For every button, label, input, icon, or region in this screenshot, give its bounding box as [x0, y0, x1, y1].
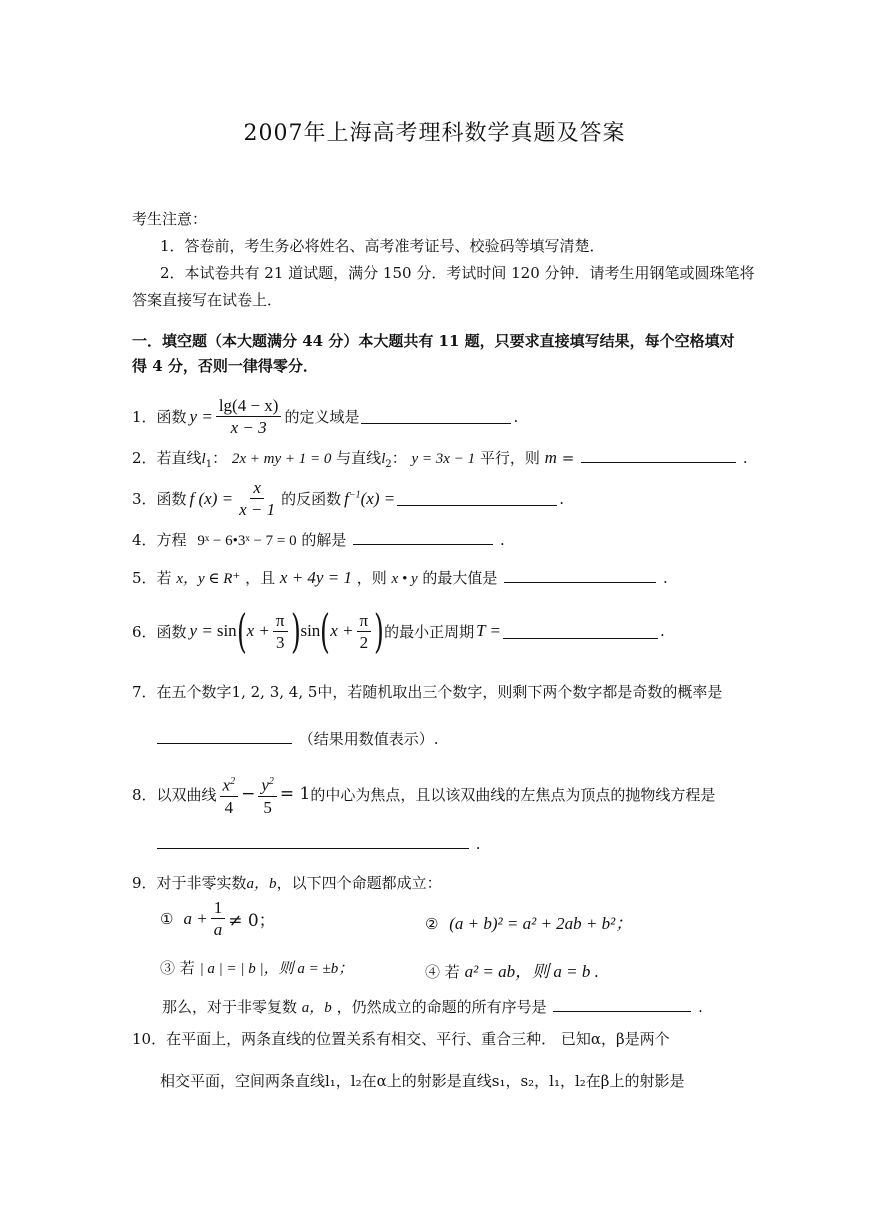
notice-item-1: 1．答卷前，考生务必将姓名、高考准考证号、校验码等填写清楚． — [160, 237, 605, 255]
section-heading-line1: 一．填空题（本大题满分 44 分）本大题共有 11 题，只要求直接填写结果，每个空格填对 — [132, 332, 735, 350]
answer-blank-9[interactable] — [553, 997, 691, 1012]
answer-blank-1[interactable] — [361, 409, 511, 424]
question-8: 8．以双曲线 $\frac{x^2}{4}$ − $\frac{y^2}{5}$ = 1 的中心为焦点，且以该双曲线的左焦点为顶点的抛物线方程是 — [132, 772, 715, 817]
answer-blank-8[interactable] — [157, 834, 469, 849]
q6-fraction-2: $\frac{\pi}{2}$ — [357, 611, 372, 652]
question-3: 3．函数 f (x) = $\frac{x}{x - 1}$ 的反函数 $f^{-1}(x)$ = . — [132, 478, 565, 519]
question-10-line1: 10．在平面上，两条直线的位置关系有相交、平行、重合三种． 已知α，β是两个 — [132, 1030, 670, 1048]
question-2: 2．若直线$l_1$： 2x + my + 1 = 0 与直线$l_2$： y = 3x − 1 平行，则 m = . — [132, 448, 748, 470]
proposition-3: ③ 若 | a | = | b |，则 a = ±b； — [160, 959, 354, 977]
q8-fraction-2: $\frac{y^2}{5}$ — [258, 772, 277, 817]
question-6: 6．函数 y = sin ( x + $\frac{\pi}{3}$ ) sin ( x + $\frac{\pi}{2}$ ) 的最小正周期 T = . — [132, 604, 665, 658]
proposition-2: ② (a + b)² = a² + 2ab + b²； — [425, 914, 633, 933]
notice-item-2a: 2．本试卷共有 21 道试题，满分 150 分．考试时间 120 分钟．请考生用钢笔或圆珠笔将 — [160, 264, 755, 282]
answer-blank-3[interactable] — [397, 491, 557, 506]
question-9: 9．对于非零实数a，b，以下四个命题都成立： — [132, 874, 442, 892]
question-5: 5．若 x，y ∈ R⁺ ，且 x + 4y = 1 ，则 x • y 的最大值是 . — [132, 568, 668, 587]
notice-item-2b: 答案直接写在试卷上． — [132, 291, 283, 309]
q1-fraction: $\frac{\lg(4 - x)}{x - 3}$ — [216, 396, 282, 437]
question-9-ask: 那么，对于非零复数 a，b ，仍然成立的命题的所有序号是 . — [162, 998, 703, 1016]
q9-fraction: $\frac{1}{a}$ — [211, 898, 226, 939]
answer-blank-4[interactable] — [353, 530, 493, 545]
q3-fraction: $\frac{x}{x - 1}$ — [239, 478, 276, 519]
section-heading-line2: 得 4 分，否则一律得零分． — [132, 357, 318, 375]
answer-blank-7[interactable] — [157, 729, 292, 744]
question-10-line2: 相交平面，空间两条直线l₁，l₂在α上的射影是直线s₁，s₂，l₁，l₂在β上的射影是 — [160, 1072, 685, 1090]
notice-heading: 考生注意： — [132, 210, 208, 228]
proposition-4: ④ 若 a² = ab，则 a = b . — [425, 962, 599, 981]
question-8-line2: . — [155, 834, 481, 853]
answer-blank-2[interactable] — [581, 448, 736, 463]
answer-blank-6[interactable] — [503, 624, 658, 639]
q6-fraction-1: $\frac{\pi}{3}$ — [273, 611, 288, 652]
question-1: 1．函数 y = $\frac{\lg(4 - x)}{x - 3}$ 的定义域是 . — [132, 396, 519, 437]
question-7-line2: （结果用数值表示）. — [155, 728, 439, 749]
proposition-1: ① a + $\frac{1}{a}$ ≠ 0； — [160, 898, 276, 939]
page-title: 2007年上海高考理科数学真题及答案 — [243, 121, 626, 146]
question-7: 7．在五个数字1, 2, 3, 4, 5中，若随机取出三个数字，则剩下两个数字都是奇数的概率是 — [132, 683, 723, 701]
question-4: 4．方程 9ˣ − 6•3ˣ − 7 = 0 的解是 . — [132, 531, 505, 549]
q8-fraction-1: $\frac{x^2}{4}$ — [220, 772, 239, 817]
answer-blank-5[interactable] — [504, 568, 656, 583]
